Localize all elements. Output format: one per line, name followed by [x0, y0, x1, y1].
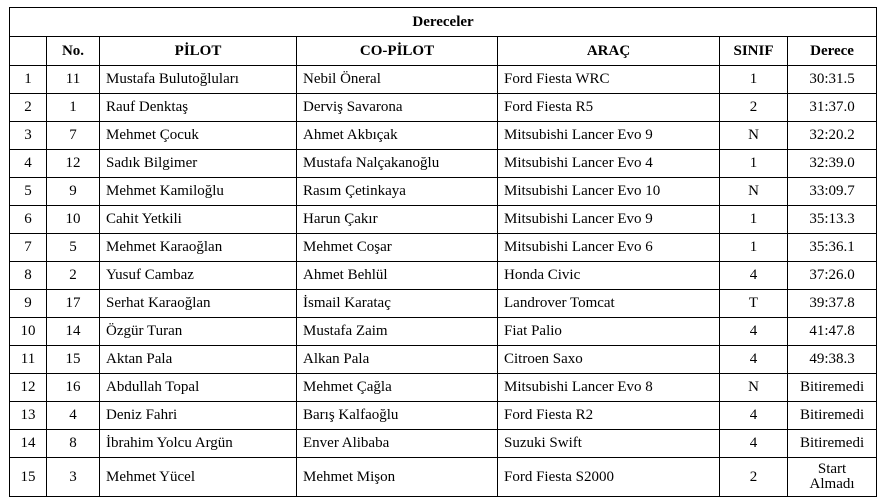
cell-time: 37:26.0 — [788, 262, 877, 290]
cell-pilot: Mehmet Karaoğlan — [100, 234, 297, 262]
cell-time: 49:38.3 — [788, 346, 877, 374]
cell-rank: 14 — [10, 430, 47, 458]
cell-time: 32:20.2 — [788, 122, 877, 150]
cell-co-pilot: Mehmet Mişon — [297, 458, 498, 497]
cell-co-pilot: Ahmet Behlül — [297, 262, 498, 290]
table-row — [10, 234, 877, 262]
cell-vehicle: Honda Civic — [498, 262, 720, 290]
cell-rank: 2 — [10, 94, 47, 122]
cell-class: 1 — [720, 150, 788, 178]
table-title: Dereceler — [10, 8, 877, 37]
cell-rank: 5 — [10, 178, 47, 206]
cell-pilot: İbrahim Yolcu Argün — [100, 430, 297, 458]
table-row — [10, 290, 877, 318]
cell-class: N — [720, 178, 788, 206]
cell-class: 4 — [720, 430, 788, 458]
cell-pilot: Yusuf Cambaz — [100, 262, 297, 290]
cell-rank: 9 — [10, 290, 47, 318]
cell-class: 2 — [720, 94, 788, 122]
cell-pilot: Cahit Yetkili — [100, 206, 297, 234]
cell-no: 7 — [47, 122, 100, 150]
cell-pilot: Mehmet Yücel — [100, 458, 297, 497]
cell-co-pilot: Derviş Savarona — [297, 94, 498, 122]
cell-vehicle: Mitsubishi Lancer Evo 6 — [498, 234, 720, 262]
cell-vehicle: Mitsubishi Lancer Evo 10 — [498, 178, 720, 206]
cell-class: 1 — [720, 66, 788, 94]
cell-vehicle: Ford Fiesta R2 — [498, 402, 720, 430]
cell-time: 39:37.8 — [788, 290, 877, 318]
table-row — [10, 458, 877, 497]
cell-class: 4 — [720, 262, 788, 290]
cell-co-pilot: Enver Alibaba — [297, 430, 498, 458]
cell-pilot: Rauf Denktaş — [100, 94, 297, 122]
table-row — [10, 262, 877, 290]
cell-co-pilot: Mustafa Zaim — [297, 318, 498, 346]
cell-pilot: Özgür Turan — [100, 318, 297, 346]
table-row — [10, 346, 877, 374]
cell-class: 1 — [720, 206, 788, 234]
table-row — [10, 94, 877, 122]
cell-pilot: Mehmet Kamiloğlu — [100, 178, 297, 206]
cell-vehicle: Citroen Saxo — [498, 346, 720, 374]
cell-vehicle: Ford Fiesta S2000 — [498, 458, 720, 497]
cell-time: 32:39.0 — [788, 150, 877, 178]
cell-vehicle: Ford Fiesta WRC — [498, 66, 720, 94]
cell-pilot: Sadık Bilgimer — [100, 150, 297, 178]
cell-vehicle: Ford Fiesta R5 — [498, 94, 720, 122]
cell-co-pilot: Nebil Öneral — [297, 66, 498, 94]
cell-rank: 1 — [10, 66, 47, 94]
cell-class: 2 — [720, 458, 788, 497]
cell-time: 35:13.3 — [788, 206, 877, 234]
table-row — [10, 178, 877, 206]
cell-class: T — [720, 290, 788, 318]
cell-time: 33:09.7 — [788, 178, 877, 206]
table-row — [10, 66, 877, 94]
cell-time: Bitiremedi — [788, 430, 877, 458]
cell-no: 17 — [47, 290, 100, 318]
cell-no: 5 — [47, 234, 100, 262]
table-row — [10, 122, 877, 150]
cell-rank: 11 — [10, 346, 47, 374]
cell-vehicle: Fiat Palio — [498, 318, 720, 346]
cell-class: 4 — [720, 346, 788, 374]
cell-co-pilot: Harun Çakır — [297, 206, 498, 234]
cell-no: 8 — [47, 430, 100, 458]
cell-rank: 6 — [10, 206, 47, 234]
cell-class: N — [720, 374, 788, 402]
cell-rank: 4 — [10, 150, 47, 178]
cell-time: 41:47.8 — [788, 318, 877, 346]
cell-co-pilot: Mehmet Çağla — [297, 374, 498, 402]
cell-co-pilot: Ahmet Akbıçak — [297, 122, 498, 150]
cell-time-text: Start Almadı — [809, 460, 855, 492]
cell-vehicle: Suzuki Swift — [498, 430, 720, 458]
cell-no: 10 — [47, 206, 100, 234]
cell-co-pilot: Mehmet Coşar — [297, 234, 498, 262]
cell-no: 1 — [47, 94, 100, 122]
cell-pilot: Serhat Karaoğlan — [100, 290, 297, 318]
header-time: Derece — [788, 37, 877, 66]
cell-pilot: Abdullah Topal — [100, 374, 297, 402]
cell-pilot: Mehmet Çocuk — [100, 122, 297, 150]
header-rank — [10, 37, 47, 66]
cell-no: 4 — [47, 402, 100, 430]
cell-co-pilot: Barış Kalfaoğlu — [297, 402, 498, 430]
table-title-row — [10, 8, 877, 37]
cell-rank: 13 — [10, 402, 47, 430]
cell-time: Bitiremedi — [788, 402, 877, 430]
table-row — [10, 374, 877, 402]
cell-pilot: Mustafa Bulutoğluları — [100, 66, 297, 94]
cell-co-pilot: Mustafa Nalçakanoğlu — [297, 150, 498, 178]
cell-pilot: Aktan Pala — [100, 346, 297, 374]
cell-vehicle: Mitsubishi Lancer Evo 9 — [498, 206, 720, 234]
cell-vehicle: Mitsubishi Lancer Evo 8 — [498, 374, 720, 402]
table-body — [10, 66, 877, 497]
cell-rank: 3 — [10, 122, 47, 150]
table-row — [10, 150, 877, 178]
table-row — [10, 206, 877, 234]
cell-no: 16 — [47, 374, 100, 402]
cell-rank: 8 — [10, 262, 47, 290]
cell-class: N — [720, 122, 788, 150]
cell-no: 15 — [47, 346, 100, 374]
table-row — [10, 318, 877, 346]
cell-rank: 15 — [10, 458, 47, 497]
cell-class: 1 — [720, 234, 788, 262]
cell-time: 31:37.0 — [788, 94, 877, 122]
header-class: SINIF — [720, 37, 788, 66]
cell-no: 11 — [47, 66, 100, 94]
header-pilot: PİLOT — [100, 37, 297, 66]
cell-time: Bitiremedi — [788, 374, 877, 402]
cell-no: 9 — [47, 178, 100, 206]
table-header-row — [10, 37, 877, 66]
header-co-pilot: CO-PİLOT — [297, 37, 498, 66]
header-no: No. — [47, 37, 100, 66]
header-vehicle: ARAÇ — [498, 37, 720, 66]
cell-co-pilot: Rasım Çetinkaya — [297, 178, 498, 206]
cell-no: 2 — [47, 262, 100, 290]
cell-time — [788, 458, 877, 497]
cell-time: 30:31.5 — [788, 66, 877, 94]
cell-pilot: Deniz Fahri — [100, 402, 297, 430]
cell-no: 14 — [47, 318, 100, 346]
cell-co-pilot: Alkan Pala — [297, 346, 498, 374]
cell-vehicle: Mitsubishi Lancer Evo 4 — [498, 150, 720, 178]
results-table-wrapper — [9, 7, 877, 497]
cell-co-pilot: İsmail Karataç — [297, 290, 498, 318]
table-row — [10, 402, 877, 430]
cell-rank: 7 — [10, 234, 47, 262]
cell-no: 3 — [47, 458, 100, 497]
cell-class: 4 — [720, 318, 788, 346]
cell-time: 35:36.1 — [788, 234, 877, 262]
cell-class: 4 — [720, 402, 788, 430]
cell-rank: 10 — [10, 318, 47, 346]
results-table — [9, 7, 877, 497]
cell-vehicle: Landrover Tomcat — [498, 290, 720, 318]
cell-rank: 12 — [10, 374, 47, 402]
cell-vehicle: Mitsubishi Lancer Evo 9 — [498, 122, 720, 150]
cell-no: 12 — [47, 150, 100, 178]
table-row — [10, 430, 877, 458]
